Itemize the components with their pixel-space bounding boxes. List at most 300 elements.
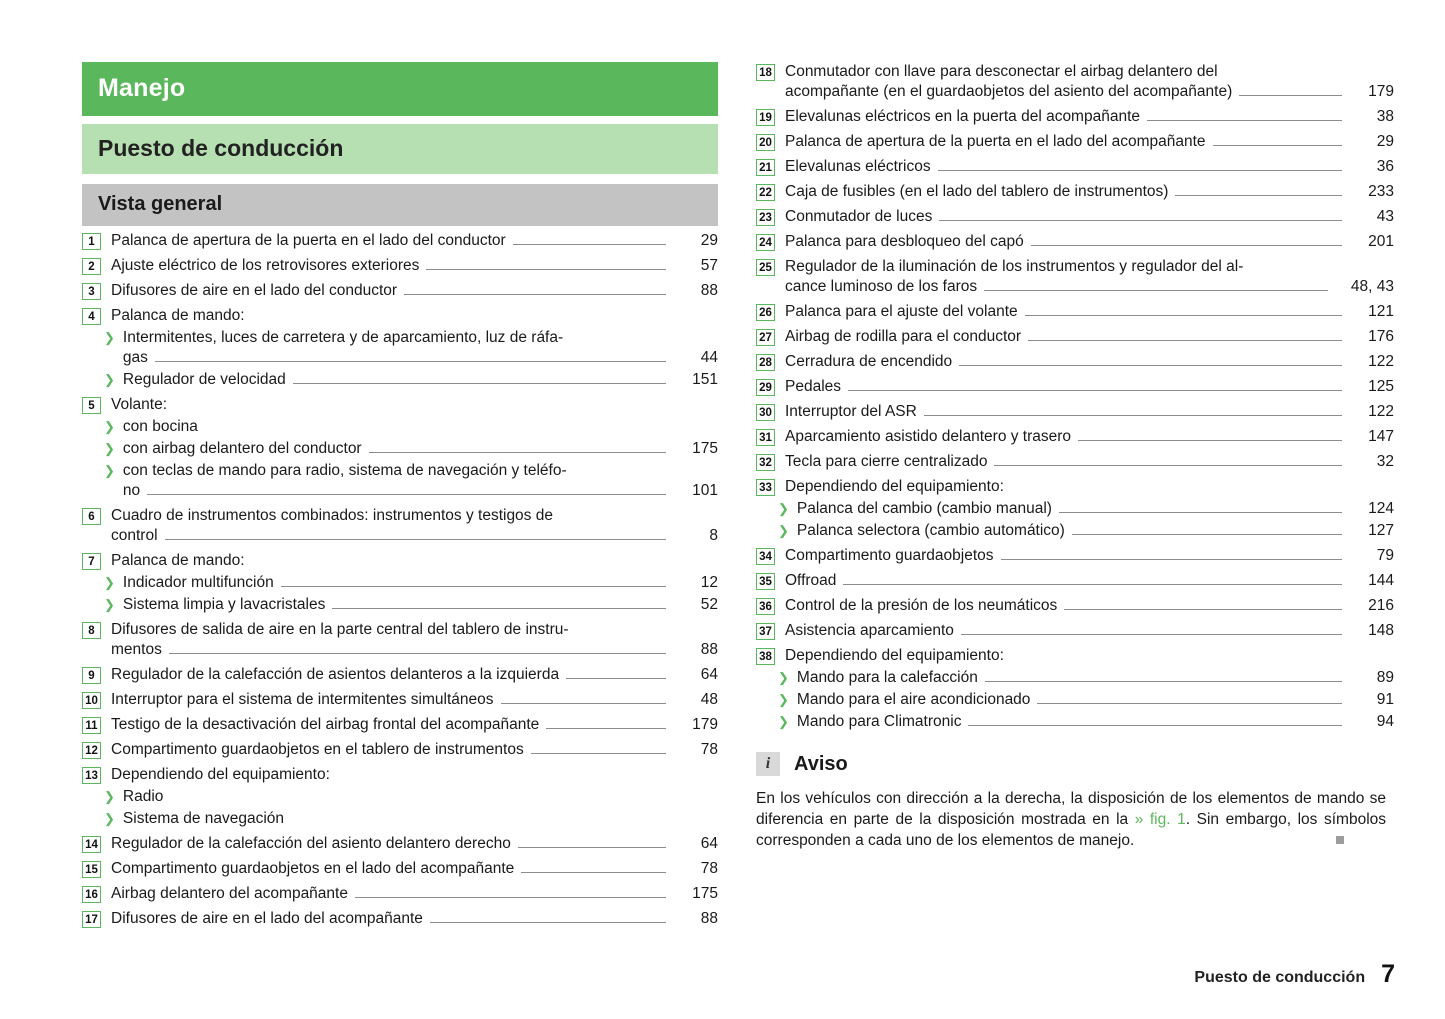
entry-label: Control de la presión de los neumáticos: [785, 597, 1058, 614]
page-number[interactable]: 179: [1368, 83, 1394, 100]
item-number-badge: 10: [82, 692, 101, 709]
item-number-badge: 13: [82, 767, 101, 784]
leader-dots: [155, 354, 666, 362]
list-item[interactable]: [756, 107, 1394, 127]
sub-item-text: [123, 787, 718, 807]
subsection-title: Vista general: [82, 184, 718, 226]
item-text: [111, 551, 718, 571]
page-number[interactable]: 64: [700, 835, 718, 852]
page-number[interactable]: 148: [1368, 622, 1394, 639]
page-number[interactable]: 89: [1376, 669, 1394, 686]
item-text: [111, 665, 718, 685]
sub-list-item[interactable]: [756, 712, 1394, 732]
entry-label: Airbag de rodilla para el conductor: [785, 328, 1022, 345]
item-text: [111, 765, 718, 785]
list-item[interactable]: [756, 232, 1394, 252]
note-header: [756, 752, 1394, 776]
item-text: [785, 477, 1394, 497]
sub-item-text: [797, 668, 1394, 688]
list-item[interactable]: [82, 859, 718, 879]
footer-section-title: Puesto de conducción: [1194, 969, 1366, 986]
item-text: [785, 232, 1394, 252]
leader-dots: [843, 577, 1342, 585]
list-item[interactable]: [82, 909, 718, 929]
item-number-badge: 31: [756, 429, 775, 446]
page-number[interactable]: 125: [1368, 378, 1394, 395]
leader-dots: [1213, 138, 1342, 146]
sub-item-text: [123, 370, 718, 390]
sub-list-item[interactable]: [82, 417, 718, 437]
item-number-badge: 3: [82, 283, 101, 300]
leader-dots: [147, 487, 666, 495]
entry-label: Palanca de mando:: [111, 307, 245, 324]
page-number[interactable]: 57: [700, 257, 718, 274]
page-number[interactable]: 201: [1368, 233, 1394, 250]
item-number-badge: 1: [82, 233, 101, 250]
entry-label: Difusores de aire en el lado del acompañante: [111, 910, 423, 927]
item-text: [785, 157, 1394, 177]
item-text: [111, 506, 718, 546]
item-text: [111, 231, 718, 251]
page-number[interactable]: 124: [1368, 500, 1394, 517]
list-item[interactable]: [82, 231, 718, 251]
entry-label: Regulador de la calefacción de asientos delanteros a la izquierda: [111, 666, 560, 683]
sub-item-text: [797, 521, 1394, 541]
sub-item-text: [123, 595, 718, 615]
list-item[interactable]: [756, 546, 1394, 566]
page-number[interactable]: 144: [1368, 572, 1394, 589]
item-text: [785, 377, 1394, 397]
entry-label: Testigo de la desactivación del airbag frontal del acompañante: [111, 716, 540, 733]
item-number-badge: 32: [756, 454, 775, 471]
sub-list-item[interactable]: [756, 521, 1394, 541]
page-number[interactable]: 121: [1368, 303, 1394, 320]
item-number-badge: 30: [756, 404, 775, 421]
sub-list-item[interactable]: [756, 690, 1394, 710]
note-title: Aviso: [794, 752, 848, 775]
item-number-badge: 23: [756, 209, 775, 226]
entry-label: con airbag delantero del conductor: [122, 440, 362, 457]
item-number-badge: 36: [756, 598, 775, 615]
entry-label: Interruptor para el sistema de intermitentes simultáneos: [111, 691, 494, 708]
chevron-right-icon: ❯: [104, 419, 115, 434]
info-icon: i: [756, 752, 780, 776]
page-number[interactable]: 176: [1368, 328, 1394, 345]
item-number-badge: 16: [82, 886, 101, 903]
list-item[interactable]: [82, 740, 718, 760]
sub-list-item[interactable]: [82, 328, 718, 368]
leader-dots: [521, 865, 666, 873]
page-number[interactable]: 79: [1376, 547, 1394, 564]
item-number-badge: 18: [756, 64, 775, 81]
page-number[interactable]: 78: [700, 741, 718, 758]
item-text: [111, 884, 718, 904]
entry-label: gas: [122, 349, 148, 366]
list-item[interactable]: [756, 646, 1394, 666]
leader-dots: [281, 579, 666, 587]
leader-dots: [959, 358, 1342, 366]
page-number[interactable]: 101: [692, 482, 718, 499]
item-number-badge: 22: [756, 184, 775, 201]
list-item[interactable]: [756, 207, 1394, 227]
list-item[interactable]: [82, 256, 718, 276]
leader-dots: [968, 718, 1342, 726]
entry-label: cance luminoso de los faros: [785, 278, 978, 295]
page-number[interactable]: 43: [1376, 208, 1394, 225]
entry-label: Interruptor del ASR: [785, 403, 917, 420]
leader-dots: [1064, 602, 1342, 610]
entry-label: Dependiendo del equipamiento:: [785, 647, 1004, 664]
list-item[interactable]: [756, 257, 1394, 297]
leader-dots: [404, 287, 666, 295]
item-text: [785, 182, 1394, 202]
entry-label: mentos: [111, 641, 162, 658]
left-column: [82, 62, 718, 929]
leader-dots: [1037, 696, 1342, 704]
list-item[interactable]: [82, 281, 718, 301]
page-number[interactable]: 48: [700, 691, 718, 708]
item-number-badge: 35: [756, 573, 775, 590]
entry-label: Sistema limpia y lavacristales: [122, 596, 326, 613]
item-text: [111, 281, 718, 301]
page-number[interactable]: 216: [1368, 597, 1394, 614]
sub-item-text: [123, 439, 718, 459]
list-item[interactable]: [82, 395, 718, 415]
leader-dots: [1025, 308, 1342, 316]
entry-label: Palanca de mando:: [111, 552, 245, 569]
chevron-right-icon: ❯: [104, 811, 115, 826]
list-item[interactable]: [82, 306, 718, 326]
entry-label: Asistencia aparcamiento: [785, 622, 954, 639]
item-text: [111, 256, 718, 276]
entry-label: Aparcamiento asistido delantero y trasero: [785, 428, 1072, 445]
item-text: [785, 107, 1394, 127]
sub-entry-label-line1: Intermitentes, luces de carretera y de aparcamiento, luz de ráfa-: [122, 329, 564, 346]
sub-list-item[interactable]: [82, 573, 718, 593]
item-number-badge: 11: [82, 717, 101, 734]
item-number-badge: 9: [82, 667, 101, 684]
page-number[interactable]: 36: [1376, 158, 1394, 175]
entry-label: no: [122, 482, 141, 499]
chevron-right-icon: ❯: [778, 714, 789, 729]
item-number-badge: 33: [756, 479, 775, 496]
list-item[interactable]: [756, 427, 1394, 447]
entry-label-line1: Regulador de la iluminación de los instrumentos y regulador del al-: [785, 258, 1244, 275]
item-text: [785, 546, 1394, 566]
item-text: [785, 302, 1394, 322]
item-text: [785, 646, 1394, 666]
entry-label: Mando para la calefacción: [796, 669, 978, 686]
sub-item-text: [123, 328, 718, 368]
sub-item-text: [123, 461, 718, 501]
sub-item-text: [123, 417, 718, 437]
page-number[interactable]: 32: [1376, 453, 1394, 470]
leader-dots: [546, 721, 666, 729]
sub-item-text: [123, 573, 718, 593]
item-number-badge: 25: [756, 259, 775, 276]
leader-dots: [165, 532, 666, 540]
list-item[interactable]: [756, 477, 1394, 497]
page-number[interactable]: 44: [700, 349, 718, 366]
page-number[interactable]: 94: [1376, 713, 1394, 730]
section-title: Puesto de conducción: [82, 124, 718, 174]
page-number[interactable]: 29: [700, 232, 718, 249]
list-item[interactable]: [82, 834, 718, 854]
entry-label: Palanca selectora (cambio automático): [796, 522, 1065, 539]
leader-dots: [430, 915, 666, 923]
item-text: [785, 327, 1394, 347]
page-number[interactable]: 147: [1368, 428, 1394, 445]
sub-entry-label-line1: con teclas de mando para radio, sistema de navegación y teléfo-: [122, 462, 567, 479]
list-item[interactable]: [756, 402, 1394, 422]
entry-label: Indicador multifunción: [122, 574, 274, 591]
list-item[interactable]: [756, 596, 1394, 616]
leader-dots: [939, 213, 1342, 221]
entry-label: Caja de fusibles (en el lado del tablero de instrumentos): [785, 183, 1169, 200]
entry-label: Dependiendo del equipamiento:: [111, 766, 330, 783]
leader-dots: [169, 646, 666, 654]
leader-dots: [961, 627, 1342, 635]
item-number-badge: 5: [82, 397, 101, 414]
entry-label: Elevalunas eléctricos: [785, 158, 931, 175]
item-number-badge: 15: [82, 861, 101, 878]
leader-dots: [984, 283, 1328, 291]
item-text: [111, 834, 718, 854]
list-item[interactable]: [82, 690, 718, 710]
item-text: [785, 621, 1394, 641]
list-item[interactable]: [756, 452, 1394, 472]
page-number[interactable]: 29: [1376, 133, 1394, 150]
page-number[interactable]: 122: [1368, 353, 1394, 370]
entry-label: Conmutador de luces: [785, 208, 933, 225]
leader-dots: [1031, 238, 1342, 246]
chevron-right-icon: ❯: [104, 789, 115, 804]
item-text: [785, 132, 1394, 152]
entry-label: Palanca para desbloqueo del capó: [785, 233, 1024, 250]
list-item[interactable]: [82, 506, 718, 546]
page-number[interactable]: 122: [1368, 403, 1394, 420]
list-item[interactable]: [82, 884, 718, 904]
item-text: [785, 571, 1394, 591]
page-number[interactable]: 127: [1368, 522, 1394, 539]
sub-list-item[interactable]: [756, 499, 1394, 519]
entry-label: Compartimento guardaobjetos en el tablero de instrumentos: [111, 741, 524, 758]
page-number[interactable]: 64: [700, 666, 718, 683]
right-column: [756, 57, 1394, 851]
page-number[interactable]: 38: [1376, 108, 1394, 125]
sub-item-text: [797, 499, 1394, 519]
leader-dots: [170, 794, 666, 801]
leader-dots: [205, 424, 666, 431]
footer-page-number: 7: [1381, 960, 1395, 988]
entry-label: Ajuste eléctrico de los retrovisores exteriores: [111, 257, 420, 274]
page-number[interactable]: 48, 43: [1350, 278, 1394, 295]
sub-list-item[interactable]: [82, 439, 718, 459]
list-item[interactable]: [756, 157, 1394, 177]
entry-label: Palanca de apertura de la puerta en el lado del conductor: [111, 232, 506, 249]
list-item[interactable]: [756, 132, 1394, 152]
list-item[interactable]: [82, 551, 718, 571]
chevron-right-icon: ❯: [104, 575, 115, 590]
page-number[interactable]: 88: [700, 910, 718, 927]
entry-label: Elevalunas eléctricos en la puerta del acompañante: [785, 108, 1141, 125]
page-number[interactable]: 179: [692, 716, 718, 733]
page-number[interactable]: 52: [700, 596, 718, 613]
leader-dots: [848, 383, 1342, 391]
chevron-right-icon: ❯: [778, 670, 789, 685]
item-number-badge: 28: [756, 354, 775, 371]
chevron-right-icon: ❯: [104, 441, 115, 456]
chevron-right-icon: ❯: [778, 501, 789, 516]
entry-label: acompañante (en el guardaobjetos del asiento del acompañante): [785, 83, 1233, 100]
leader-dots: [1239, 88, 1342, 96]
list-item[interactable]: [756, 377, 1394, 397]
page-number[interactable]: 12: [700, 574, 718, 591]
leader-dots: [369, 445, 666, 453]
chevron-right-icon: ❯: [104, 597, 115, 612]
entry-label: Volante:: [111, 396, 168, 413]
page-number[interactable]: 78: [700, 860, 718, 877]
list-item[interactable]: [756, 352, 1394, 372]
chevron-right-icon: ❯: [104, 330, 115, 345]
item-text: [785, 352, 1394, 372]
list-item[interactable]: [756, 571, 1394, 591]
sub-list-item[interactable]: [82, 595, 718, 615]
sub-list-item[interactable]: [756, 668, 1394, 688]
page-number[interactable]: 88: [700, 282, 718, 299]
item-text: [111, 909, 718, 929]
leader-dots: [293, 376, 666, 384]
entry-label: Pedales: [785, 378, 842, 395]
entry-label: Palanca del cambio (cambio manual): [796, 500, 1052, 517]
leader-dots: [513, 237, 666, 245]
sub-item-text: [123, 809, 718, 829]
leader-dots: [1028, 333, 1342, 341]
note-body: [756, 788, 1386, 851]
entry-label: Compartimento guardaobjetos: [785, 547, 994, 564]
leader-dots: [938, 163, 1342, 171]
entry-label: Regulador de velocidad: [122, 371, 286, 388]
sub-item-text: [797, 712, 1394, 732]
overview-list-left: [82, 231, 718, 929]
overview-list-right: [756, 62, 1394, 732]
item-number-badge: 29: [756, 379, 775, 396]
entry-label: Regulador de la calefacción del asiento delantero derecho: [111, 835, 511, 852]
item-number-badge: 21: [756, 159, 775, 176]
entry-label: Tecla para cierre centralizado: [785, 453, 988, 470]
list-item[interactable]: [756, 62, 1394, 102]
note-text-after: . Sin embargo, los símbolos corresponden a cada uno de los elementos de manejo.: [756, 811, 1387, 849]
list-item[interactable]: [756, 302, 1394, 322]
item-text: [785, 427, 1394, 447]
item-text: [111, 306, 718, 326]
entry-label: con bocina: [122, 418, 198, 435]
leader-dots: [426, 262, 666, 270]
item-number-badge: 37: [756, 623, 775, 640]
item-text: [111, 859, 718, 879]
item-number-badge: 38: [756, 648, 775, 665]
leader-dots: [1147, 113, 1342, 121]
entry-label: Radio: [122, 788, 164, 805]
item-text: [785, 257, 1394, 297]
chevron-right-icon: ❯: [778, 692, 789, 707]
item-text: [111, 740, 718, 760]
item-number-badge: 4: [82, 308, 101, 325]
item-number-badge: 19: [756, 109, 775, 126]
entry-label-line1: Cuadro de instrumentos combinados: instrumentos y testigos de: [111, 507, 553, 524]
item-number-badge: 8: [82, 622, 101, 639]
list-item[interactable]: [82, 765, 718, 785]
item-number-badge: 20: [756, 134, 775, 151]
leader-dots: [291, 816, 666, 823]
entry-label: Palanca para el ajuste del volante: [785, 303, 1018, 320]
item-number-badge: 26: [756, 304, 775, 321]
item-text: [785, 596, 1394, 616]
list-item[interactable]: [82, 715, 718, 735]
page-number[interactable]: 175: [692, 885, 718, 902]
leader-dots: [501, 696, 666, 704]
leader-dots: [531, 746, 666, 754]
item-number-badge: 34: [756, 548, 775, 565]
list-item[interactable]: [756, 621, 1394, 641]
item-text: [111, 690, 718, 710]
item-text: [785, 207, 1394, 227]
item-text: [785, 402, 1394, 422]
item-number-badge: 12: [82, 742, 101, 759]
leader-dots: [1001, 552, 1342, 560]
list-item[interactable]: [82, 620, 718, 660]
entry-label: Difusores de aire en el lado del conductor: [111, 282, 398, 299]
list-item[interactable]: [82, 665, 718, 685]
sub-list-item[interactable]: [82, 787, 718, 807]
sub-list-item[interactable]: [82, 370, 718, 390]
item-text: [785, 62, 1394, 102]
entry-label: Compartimento guardaobjetos en el lado del acompañante: [111, 860, 515, 877]
note-figure-reference[interactable]: » fig. 1: [1134, 811, 1186, 828]
end-of-section-mark: [1336, 836, 1344, 844]
page-number[interactable]: 8: [709, 527, 718, 544]
sub-list-item[interactable]: [82, 461, 718, 501]
item-text: [111, 715, 718, 735]
page-number[interactable]: 88: [700, 641, 718, 658]
page-number[interactable]: 91: [1376, 691, 1394, 708]
entry-label-line1: Conmutador con llave para desconectar el airbag delantero del: [785, 63, 1218, 80]
entry-label: Mando para el aire acondicionado: [796, 691, 1031, 708]
sub-list-item[interactable]: [82, 809, 718, 829]
list-item[interactable]: [756, 327, 1394, 347]
chevron-right-icon: ❯: [104, 463, 115, 478]
item-number-badge: 2: [82, 258, 101, 275]
item-number-badge: 17: [82, 911, 101, 928]
item-number-badge: 6: [82, 508, 101, 525]
list-item[interactable]: [756, 182, 1394, 202]
leader-dots: [1078, 433, 1342, 441]
entry-label: Sistema de navegación: [122, 810, 285, 827]
leader-dots: [518, 840, 666, 848]
entry-label: Palanca de apertura de la puerta en el lado del acompañante: [785, 133, 1206, 150]
chevron-right-icon: ❯: [104, 372, 115, 387]
item-text: [785, 452, 1394, 472]
chevron-right-icon: ❯: [778, 523, 789, 538]
page-number[interactable]: 233: [1368, 183, 1394, 200]
item-number-badge: 14: [82, 836, 101, 853]
entry-label: Mando para Climatronic: [796, 713, 962, 730]
entry-label: Airbag delantero del acompañante: [111, 885, 348, 902]
page-number[interactable]: 151: [692, 371, 718, 388]
entry-label: Offroad: [785, 572, 837, 589]
leader-dots: [1059, 505, 1342, 513]
page-number[interactable]: 175: [692, 440, 718, 457]
